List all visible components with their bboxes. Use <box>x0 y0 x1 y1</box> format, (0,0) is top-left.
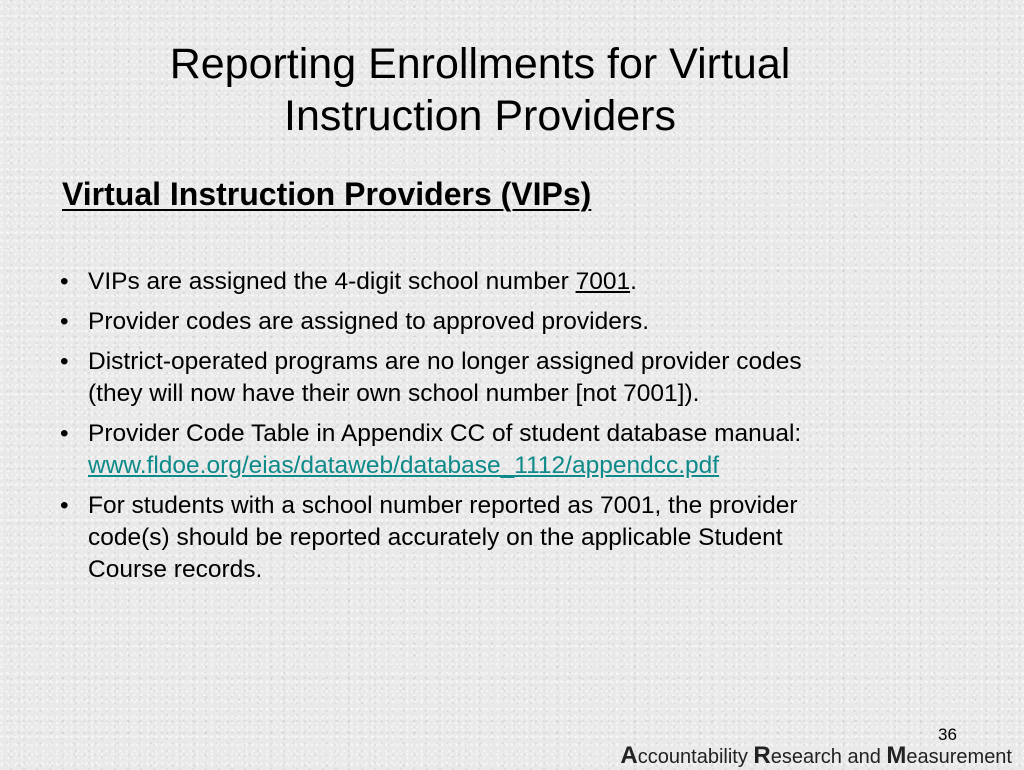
bullet-item-school-number <box>60 266 960 298</box>
bullet-glyph: • <box>60 348 69 375</box>
bullet-text-line-1: District-operated programs are no longer assigned provider codes <box>88 348 802 375</box>
bullet-item-district-programs <box>60 346 960 410</box>
footer-word-measurement: easurement <box>906 746 1012 768</box>
bullet-text: Provider codes are assigned to approved providers. <box>88 308 650 335</box>
bullet-glyph: • <box>60 492 69 519</box>
bullet-glyph: • <box>60 308 69 335</box>
footer-organization <box>620 742 1012 770</box>
bullet-text-line-1: Provider Code Table in Appendix CC of student database manual: <box>88 420 802 447</box>
bullet-item-students-7001 <box>60 490 960 586</box>
bullet-text: VIPs are assigned the 4-digit school number <box>88 268 576 295</box>
bullet-text-line-1: For students with a school number reported as 7001, the provider <box>88 492 798 519</box>
page-number: 36 <box>938 725 957 744</box>
bullet-item-provider-codes <box>60 306 960 338</box>
footer-word-accountability: ccountability <box>637 746 754 768</box>
footer-letter-a: A <box>620 742 638 769</box>
appendix-cc-link[interactable]: www.fldoe.org/eias/dataweb/database_1112/appendcc.pdf <box>88 452 720 479</box>
bullet-text-line-2: (they will now have their own school number [not 7001]). <box>88 380 700 407</box>
footer-letter-r: R <box>753 742 771 769</box>
slide-title-line-1: Reporting Enrollments for Virtual <box>169 40 791 88</box>
footer-word-research: esearch and <box>770 746 887 768</box>
bullet-glyph: • <box>60 268 69 295</box>
slide-title-line-2: Instruction Providers <box>284 92 676 140</box>
footer-letter-m: M <box>886 742 907 769</box>
bullet-text-end: . <box>630 268 637 295</box>
bullet-text-line-2: code(s) should be reported accurately on the applicable Student <box>88 524 783 551</box>
bullet-glyph: • <box>60 420 69 447</box>
bullet-text-line-3: Course records. <box>88 556 263 583</box>
school-number-7001: 7001 <box>575 268 631 295</box>
section-subtitle: Virtual Instruction Providers (VIPs) <box>62 176 592 212</box>
bullet-list <box>60 266 960 594</box>
bullet-item-provider-code-table <box>60 418 960 482</box>
slide-title <box>120 38 840 142</box>
